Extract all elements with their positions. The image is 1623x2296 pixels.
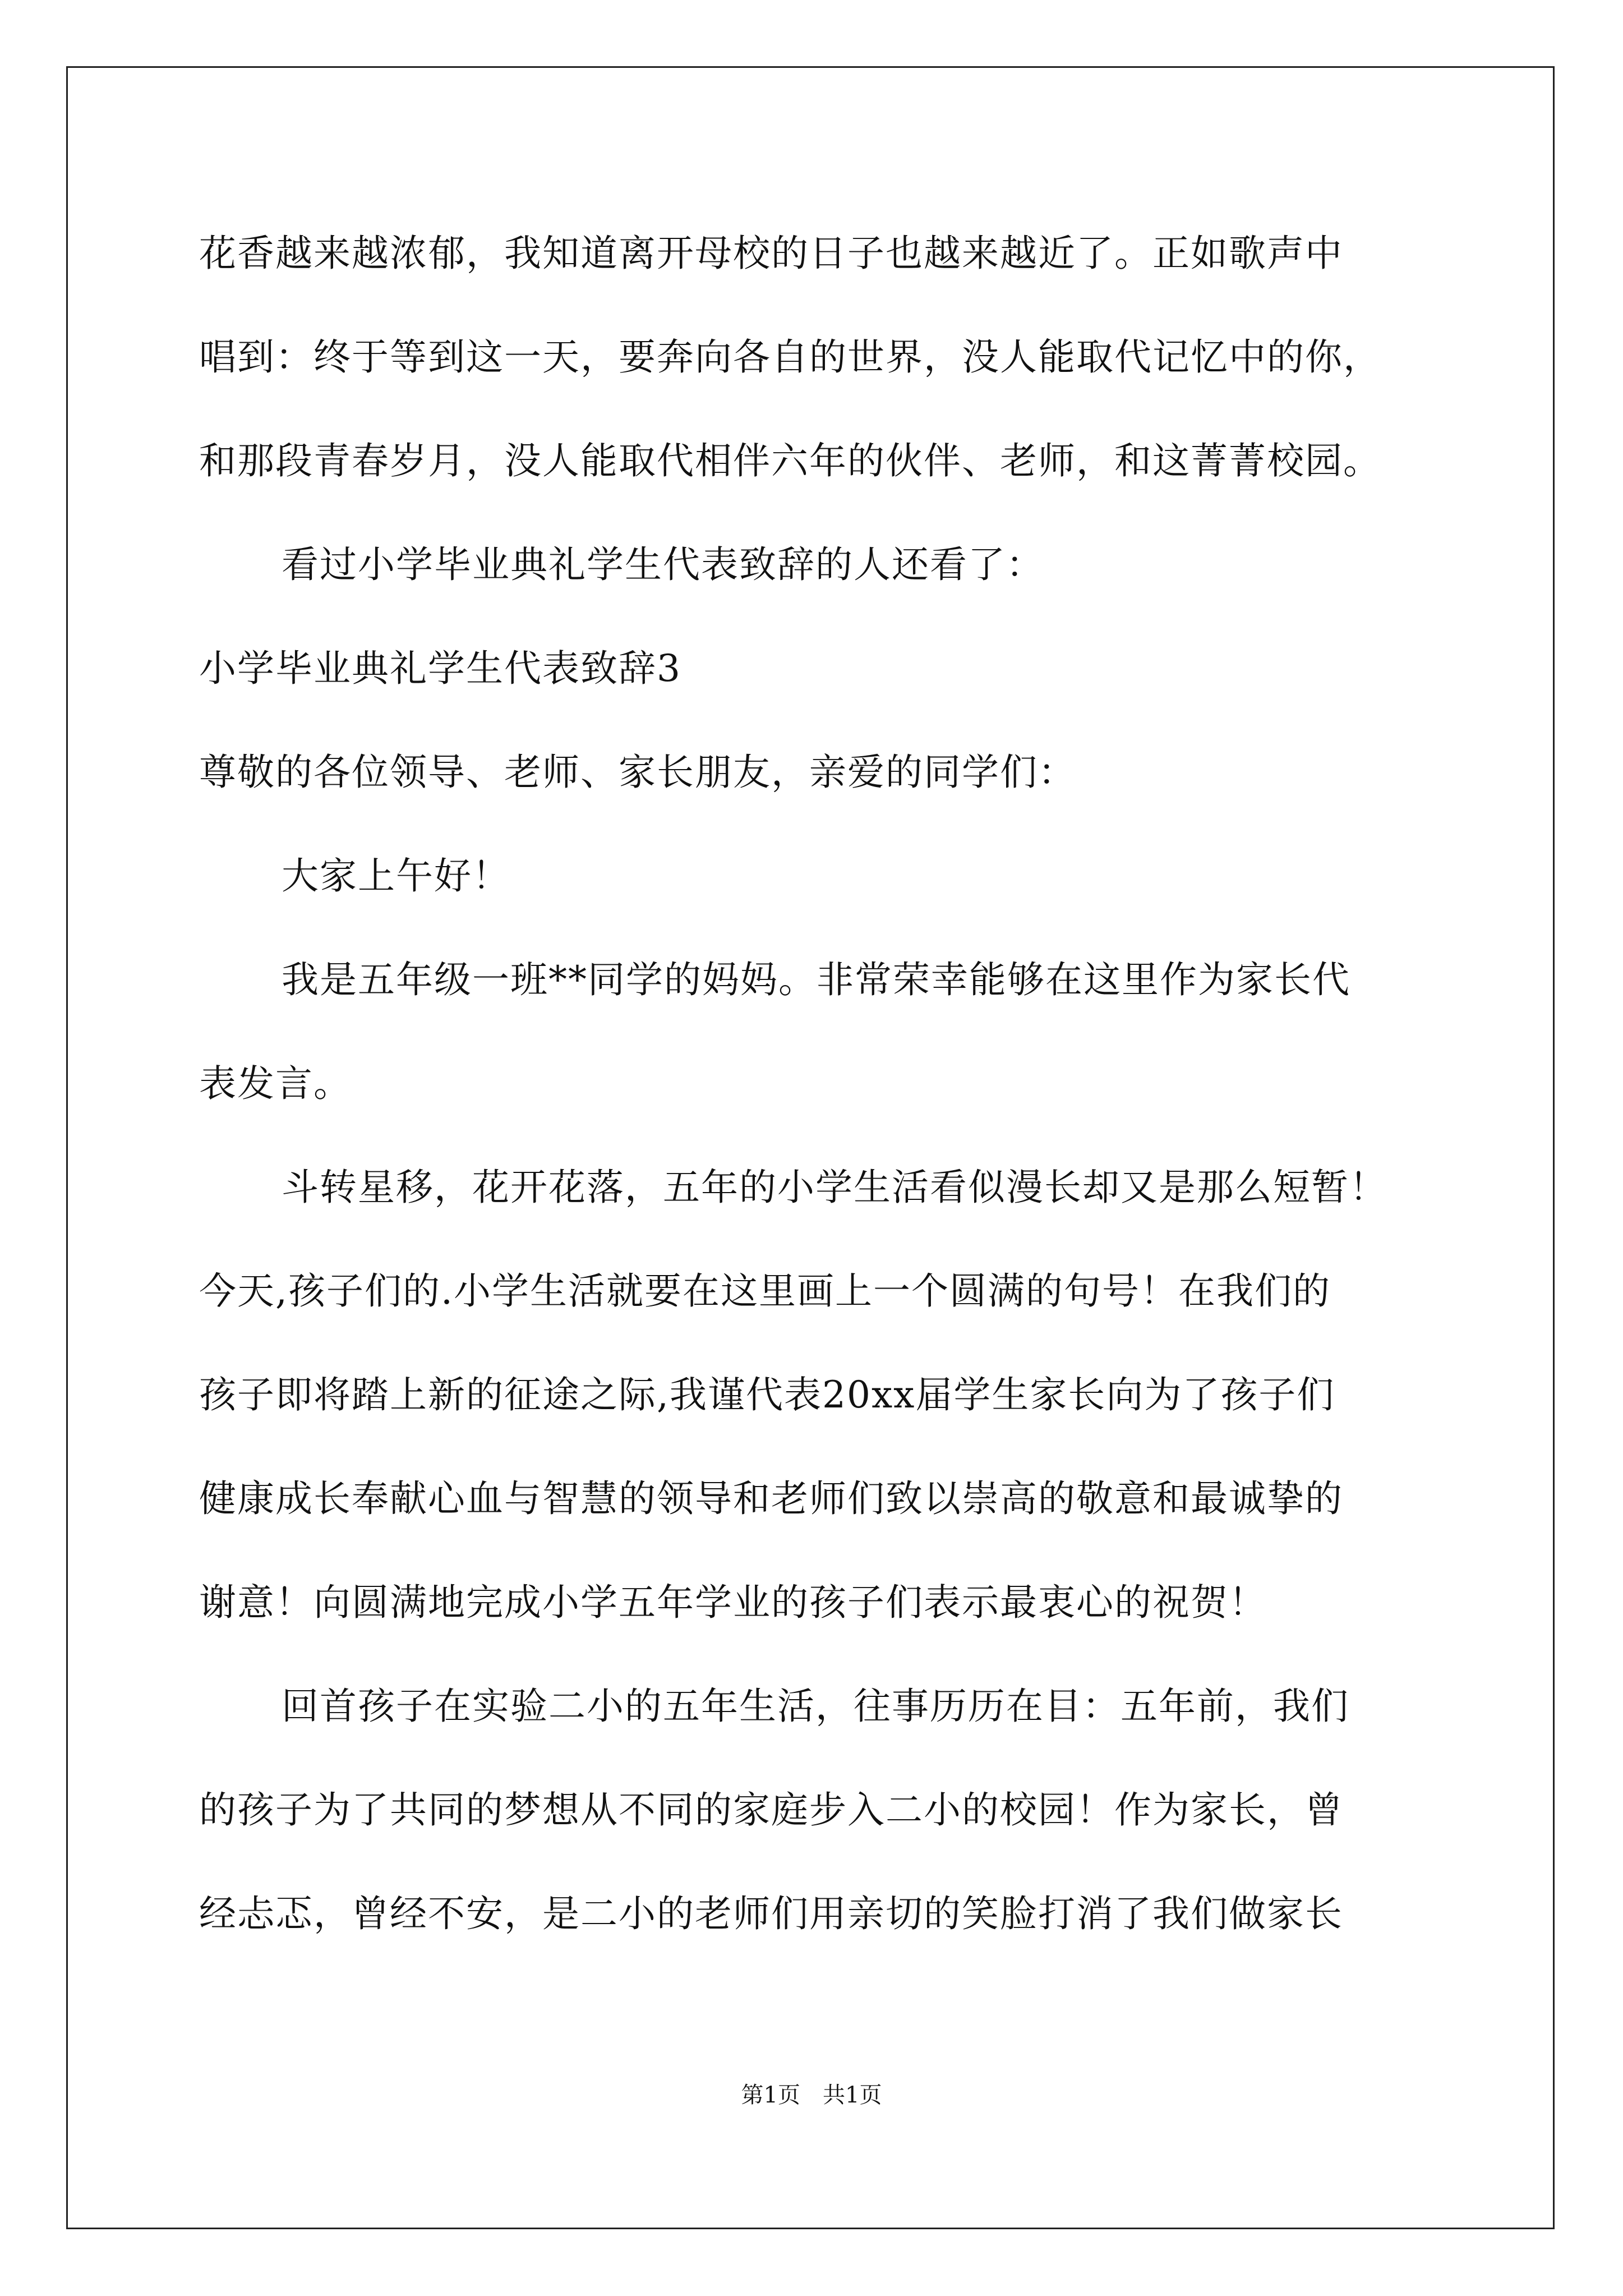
body-text-line: 斗转星移，花开花落，五年的小学生活看似漫长却又是那么短暂！: [282, 1166, 1387, 1209]
body-text-line: 我是五年级一班**同学的妈妈。非常荣幸能够在这里作为家长代: [282, 958, 1350, 1001]
body-text-line: 今天,孩子们的.小学生活就要在这里画上一个圆满的句号！在我们的: [199, 1269, 1331, 1313]
body-text-line: 表发言。: [199, 1062, 352, 1105]
body-text-line: 经忐忑，曾经不安，是二小的老师们用亲切的笑脸打消了我们做家长: [199, 1892, 1343, 1935]
body-text-line: 健康成长奉献心血与智慧的领导和老师们致以崇高的敬意和最诚挚的: [199, 1477, 1343, 1520]
greeting-line: 大家上午好！: [282, 854, 510, 898]
body-text-line: 的孩子为了共同的梦想从不同的家庭步入二小的校园！作为家长，曾: [199, 1788, 1343, 1832]
body-text-line: 唱到：终于等到这一天，要奔向各自的世界，没人能取代记忆中的你，: [199, 335, 1381, 379]
salutation-line: 尊敬的各位领导、老师、家长朋友，亲爱的同学们：: [199, 751, 1076, 794]
page-number-footer: 第1页 共1页: [741, 2082, 882, 2108]
body-text-line: 和那段青春岁月，没人能取代相伴六年的伙伴、老师，和这菁菁校园。: [199, 439, 1381, 482]
section-heading: 小学毕业典礼学生代表致辞3: [199, 647, 681, 690]
body-text-line: 谢意！向圆满地完成小学五年学业的孩子们表示最衷心的祝贺！: [199, 1581, 1267, 1624]
body-text-line: 花香越来越浓郁，我知道离开母校的日子也越来越近了。正如歌声中: [199, 232, 1343, 275]
body-text-line: 孩子即将踏上新的征途之际,我谨代表20xx届学生家长向为了孩子们: [199, 1373, 1335, 1416]
body-text-line: 回首孩子在实验二小的五年生活，往事历历在目：五年前，我们: [282, 1685, 1349, 1728]
body-text-line: 看过小学毕业典礼学生代表致辞的人还看了：: [282, 543, 1044, 586]
